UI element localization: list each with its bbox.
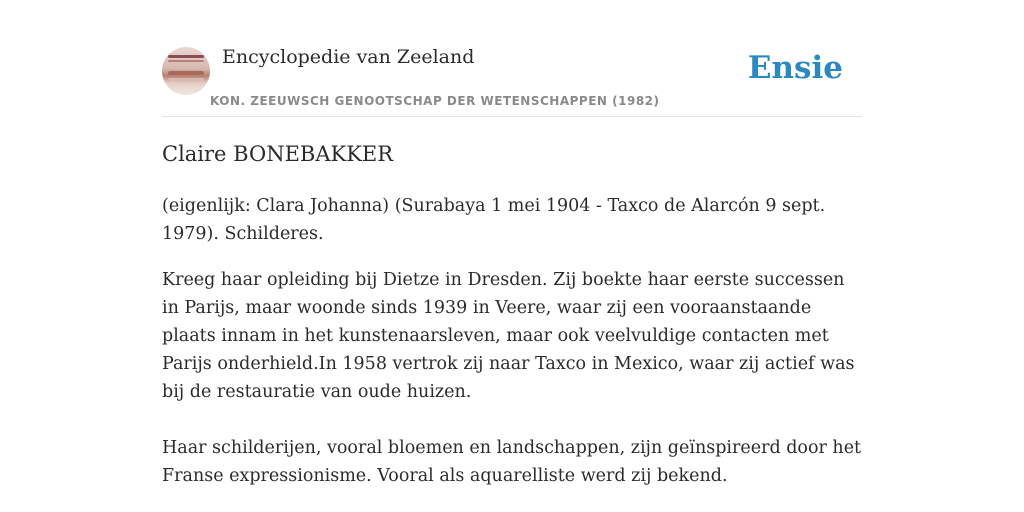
source-header [162, 44, 862, 117]
source-title[interactable]: Encyclopedie van Zeeland [222, 46, 475, 68]
brand-logo[interactable]: Ensie [747, 50, 843, 86]
article [162, 138, 862, 508]
article-paragraph-work: Haar schilderijen, vooral bloemen en landschappen, zijn geïnspireerd door het Franse expressionisme. Vooral als aquarelliste werd zij bekend. [162, 438, 862, 486]
article-title: Claire BONEBAKKER [162, 142, 394, 166]
article-paragraph-biography: Kreeg haar opleiding bij Dietze in Dresden. Zij boekte haar eerste successen in Parijs, maar woonde sinds 1939 in Veere, waar zij een vooraanstaande plaats innam in het kunstenaarsleven, maar ook veelvuldige contacten met Parijs onderhield.In 1958 vertrok zij naar Taxco in Mexico, waar zij actief was bij de restauratie van oude huizen. [162, 270, 855, 402]
source-avatar[interactable] [162, 47, 210, 95]
source-subtitle: KON. ZEEUWSCH GENOOTSCHAP DER WETENSCHAPPEN (1982) [210, 94, 660, 108]
article-paragraph-intro: (eigenlijk: Clara Johanna) (Surabaya 1 mei 1904 - Taxco de Alarcón 9 sept. 1979). Schilderes. [162, 196, 826, 244]
